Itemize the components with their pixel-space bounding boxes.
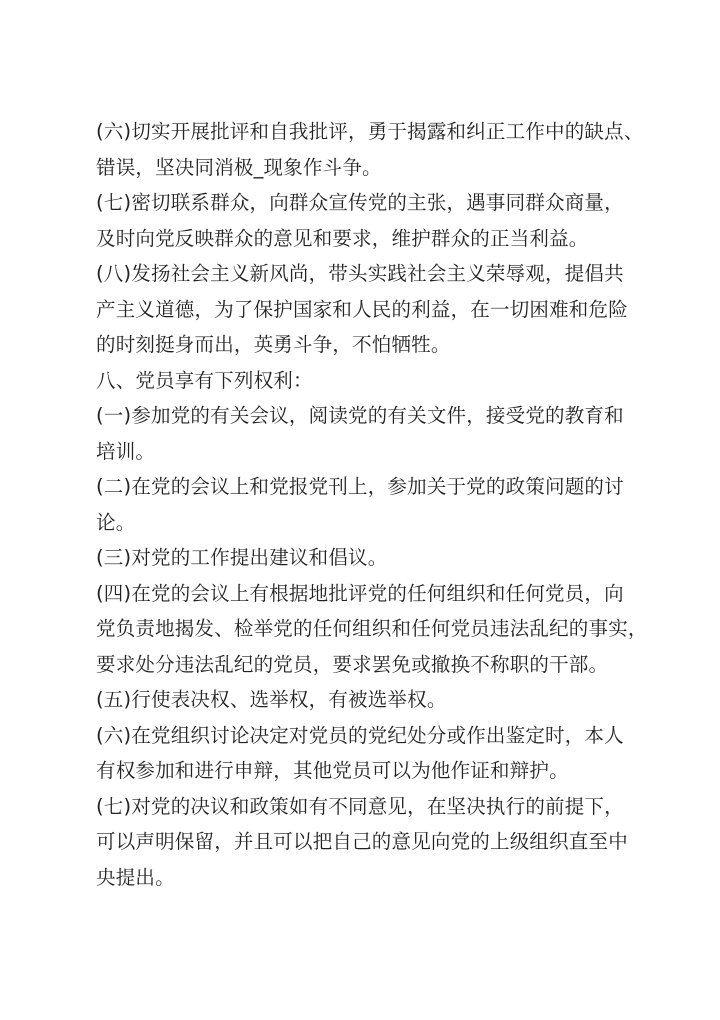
text-line: 及时向党反映群众的意见和要求，维护群众的正当利益。 — [96, 226, 589, 250]
text-line: (二)在党的会议上和党报党刊上，参加关于党的政策问题的讨 — [96, 475, 624, 498]
text-line: (八)发扬社会主义新风尚，带头实践社会主义荣辱观，提倡共 — [96, 262, 624, 285]
text-line: (七)对党的决议和政策如有不同意见，在坚决执行的前提下， — [96, 794, 624, 818]
text-line: 要求处分违法乱纪的党员，要求罢免或撤换不称职的干部。 — [96, 652, 609, 676]
text-line: (三)对党的工作提出建议和倡议。 — [96, 546, 388, 569]
text-line: (四)在党的会议上有根据地批评党的任何组织和任何党员，向 — [96, 581, 624, 605]
text-line: (七)密切联系群众，向群众宣传党的主张，遇事同群众商量， — [96, 191, 624, 214]
text-line: 培训。 — [96, 439, 156, 463]
text-line: 央提出。 — [96, 865, 175, 889]
section-heading: 八、党员享有下列权利： — [96, 368, 313, 392]
text-line: 党负责地揭发、检举党的任何组织和任何党员违法乱纪的事实， — [96, 617, 648, 640]
text-line: (五)行使表决权、选举权，有被选举权。 — [96, 688, 447, 711]
document-body — [96, 114, 656, 895]
text-line: (六)切实开展批评和自我批评，勇于揭露和纠正工作中的缺点、 — [96, 120, 644, 143]
text-line: (一)参加党的有关会议，阅读党的有关文件，接受党的教育和 — [96, 404, 624, 427]
text-line: 论。 — [96, 510, 136, 534]
text-line: 有权参加和进行申辩，其他党员可以为他作证和辩护。 — [96, 759, 569, 782]
text-line: 可以声明保留，并且可以把自己的意见向党的上级组织直至中 — [96, 830, 628, 853]
text-line: 产主义道德，为了保护国家和人民的利益，在一切困难和危险 — [96, 297, 628, 321]
text-line: 的时刻挺身而出，英勇斗争，不怕牺牲。 — [96, 333, 451, 356]
text-line: (六)在党组织讨论决定对党员的党纪处分或作出鉴定时，本人 — [96, 723, 624, 747]
text-line: 错误，坚决同消极_现象作斗争。 — [96, 155, 382, 179]
